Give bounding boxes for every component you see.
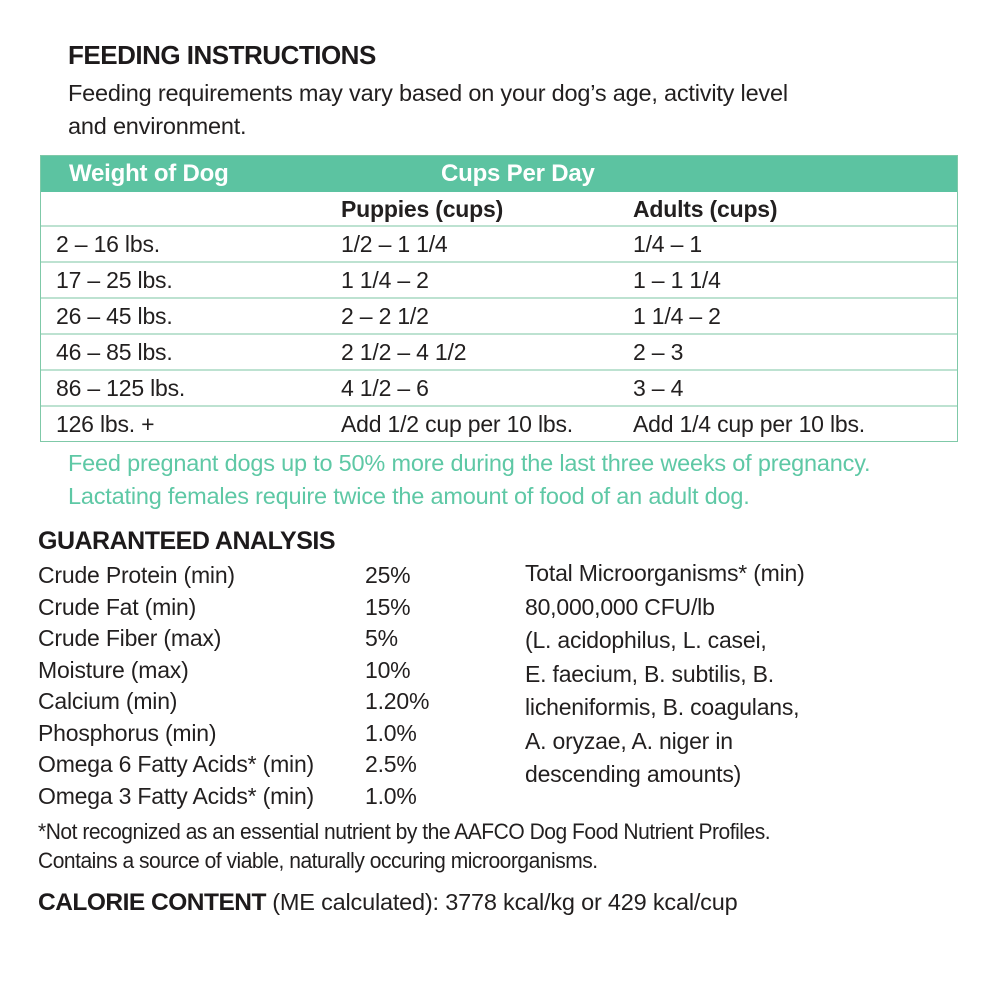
analysis-row bbox=[38, 560, 508, 592]
feeding-table-subheader bbox=[41, 192, 957, 225]
analysis-row bbox=[38, 718, 508, 750]
analysis-label: Calcium (min) bbox=[38, 688, 178, 715]
analysis-row bbox=[38, 623, 508, 655]
analysis-row bbox=[38, 655, 508, 687]
feeding-intro-text bbox=[68, 77, 948, 143]
feeding-table bbox=[40, 155, 958, 442]
table-row bbox=[41, 333, 957, 369]
pregnancy-note-line1: Feed pregnant dogs up to 50% more during the last three weeks of pregnancy. bbox=[68, 450, 871, 476]
adults-column-header: Adults (cups) bbox=[633, 196, 778, 222]
analysis-value: 2.5% bbox=[365, 751, 417, 778]
calorie-content bbox=[38, 889, 958, 917]
footnote-line2: Contains a source of viable, naturally occuring microorganisms. bbox=[38, 847, 598, 873]
adults-cell: 3 – 4 bbox=[633, 374, 684, 401]
analysis-value: 15% bbox=[365, 593, 411, 620]
analysis-label: Crude Fat (min) bbox=[38, 593, 197, 620]
weight-cell: 17 – 25 lbs. bbox=[56, 266, 173, 293]
calorie-content-value: (ME calculated): 3778 kcal/kg or 429 kcal/cup bbox=[265, 889, 738, 915]
weight-cell: 86 – 125 lbs. bbox=[56, 374, 186, 401]
footnote-line1: *Not recognized as an essential nutrient by the AAFCO Dog Food Nutrient Profiles. bbox=[38, 819, 771, 844]
feeding-instructions-section bbox=[68, 40, 948, 143]
weight-cell: 46 – 85 lbs. bbox=[56, 338, 173, 365]
calorie-content-label: CALORIE CONTENT bbox=[38, 889, 266, 916]
adults-cell: Add 1/4 cup per 10 lbs. bbox=[633, 410, 865, 437]
weight-cell: 2 – 16 lbs. bbox=[56, 230, 160, 257]
table-row bbox=[41, 405, 957, 441]
analysis-value: 1.0% bbox=[365, 719, 417, 746]
feeding-instructions-title: FEEDING INSTRUCTIONS bbox=[68, 40, 376, 70]
analysis-value: 1.0% bbox=[365, 782, 417, 809]
microorganisms-line: (L. acidophilus, L. casei, bbox=[525, 627, 767, 653]
analysis-value: 10% bbox=[365, 656, 411, 683]
puppies-cell: 1 1/4 – 2 bbox=[341, 266, 429, 293]
analysis-label: Omega 3 Fatty Acids* (min) bbox=[38, 782, 314, 809]
analysis-label: Crude Fiber (max) bbox=[38, 625, 222, 652]
analysis-value: 1.20% bbox=[365, 688, 430, 715]
puppies-cell: 4 1/2 – 6 bbox=[341, 374, 429, 401]
table-row bbox=[41, 225, 957, 261]
weight-cell: 26 – 45 lbs. bbox=[56, 302, 173, 329]
analysis-row bbox=[38, 592, 508, 624]
adults-cell: 1 1/4 – 2 bbox=[633, 302, 721, 329]
weight-cell: 126 lbs. + bbox=[56, 410, 155, 437]
pregnancy-note bbox=[68, 447, 968, 513]
microorganisms-line: descending amounts) bbox=[525, 761, 742, 787]
table-row bbox=[41, 369, 957, 405]
feeding-intro-line1: Feeding requirements may vary based on your dog’s age, activity level bbox=[68, 80, 788, 106]
microorganisms-line: A. oryzae, A. niger in bbox=[525, 727, 733, 754]
analysis-value: 25% bbox=[365, 562, 411, 589]
adults-cell: 2 – 3 bbox=[633, 338, 684, 365]
table-row bbox=[41, 261, 957, 297]
puppies-cell: 2 1/2 – 4 1/2 bbox=[341, 338, 467, 365]
puppies-cell: 1/2 – 1 1/4 bbox=[341, 230, 448, 257]
analysis-row bbox=[38, 749, 508, 781]
aafco-footnote bbox=[38, 818, 898, 875]
puppies-cell: Add 1/2 cup per 10 lbs. bbox=[341, 410, 573, 437]
microorganisms-line: 80,000,000 CFU/lb bbox=[525, 593, 715, 620]
feeding-table-header bbox=[41, 156, 957, 192]
adults-cell: 1 – 1 1/4 bbox=[633, 266, 721, 293]
guaranteed-analysis-title: GUARANTEED ANALYSIS bbox=[38, 527, 336, 555]
microorganisms-line: licheniformis, B. coagulans, bbox=[525, 694, 800, 720]
analysis-label: Moisture (max) bbox=[38, 656, 189, 683]
microorganisms-block bbox=[525, 557, 975, 792]
pregnancy-note-line2: Lactating females require twice the amount of food of an adult dog. bbox=[68, 483, 750, 509]
weight-of-dog-header: Weight of Dog bbox=[69, 160, 229, 187]
cups-per-day-header: Cups Per Day bbox=[441, 160, 595, 187]
microorganisms-line: Total Microorganisms* (min) bbox=[525, 560, 805, 586]
analysis-label: Omega 6 Fatty Acids* (min) bbox=[38, 751, 314, 778]
puppies-cell: 2 – 2 1/2 bbox=[341, 302, 429, 329]
analysis-label: Phosphorus (min) bbox=[38, 719, 217, 746]
microorganisms-line: E. faecium, B. subtilis, B. bbox=[525, 660, 774, 687]
guaranteed-analysis-list bbox=[38, 560, 508, 812]
puppies-column-header: Puppies (cups) bbox=[341, 196, 504, 222]
analysis-label: Crude Protein (min) bbox=[38, 562, 235, 589]
analysis-row bbox=[38, 781, 508, 813]
analysis-value: 5% bbox=[365, 625, 398, 652]
feeding-intro-line2: and environment. bbox=[68, 113, 247, 139]
adults-cell: 1/4 – 1 bbox=[633, 230, 702, 257]
analysis-row bbox=[38, 686, 508, 718]
table-row bbox=[41, 297, 957, 333]
